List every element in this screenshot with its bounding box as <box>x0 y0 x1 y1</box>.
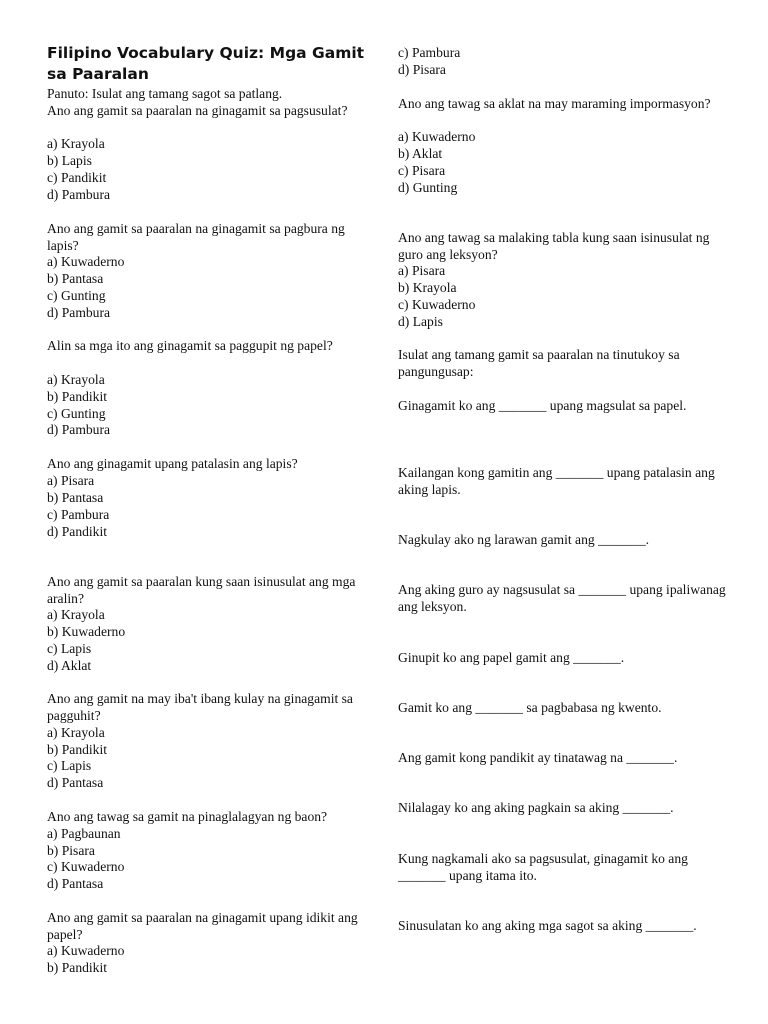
option-10d: d) Lapis <box>398 314 443 329</box>
question-4: Ano ang ginagamit upang patalasin ang lapis? <box>47 456 298 471</box>
option-6c: c) Lapis <box>47 758 92 773</box>
option-3b: b) Pandikit <box>47 389 108 404</box>
question-2: Ano ang gamit sa paaralan na ginagamit sa pagbura ng lapis? <box>47 221 349 253</box>
option-7a: a) Pagbaunan <box>47 826 121 841</box>
option-10b: b) Krayola <box>398 280 457 295</box>
option-5b: b) Kuwaderno <box>47 624 126 639</box>
question-6: Ano ang gamit na may iba't ibang kulay na ginagamit sa pagguhit? <box>47 691 357 723</box>
option-1d: d) Pambura <box>47 187 111 202</box>
option-2a: a) Kuwaderno <box>47 254 125 269</box>
fill-item-4: Ang aking guro ay nagsusulat sa _______ upang ipaliwanag ang leksyon. <box>398 582 730 614</box>
option-9b: b) Aklat <box>398 146 443 161</box>
option-2c: c) Gunting <box>47 288 106 303</box>
option-8c: c) Pambura <box>398 45 461 60</box>
option-9d: d) Gunting <box>398 180 458 195</box>
option-1b: b) Lapis <box>47 153 92 168</box>
option-6a: a) Krayola <box>47 725 105 740</box>
fill-item-10: Sinusulatan ko ang aking mga sagot sa aking _______. <box>398 918 697 933</box>
question-9: Ano ang tawag sa aklat na may maraming impormasyon? <box>398 96 711 111</box>
option-10a: a) Pisara <box>398 263 446 278</box>
fill-item-9: Kung nagkamali ako sa pagsusulat, ginagamit ko ang _______ upang itama ito. <box>398 851 692 883</box>
option-9c: c) Pisara <box>398 163 446 178</box>
option-2b: b) Pantasa <box>47 271 104 286</box>
fill-item-5: Ginupit ko ang papel gamit ang _______. <box>398 650 625 665</box>
option-6d: d) Pantasa <box>47 775 104 790</box>
option-8d: d) Pisara <box>398 62 446 77</box>
fill-item-8: Nilalagay ko ang aking pagkain sa aking _______. <box>398 800 674 815</box>
question-7: Ano ang tawag sa gamit na pinaglalagyan ng baon? <box>47 809 328 824</box>
option-4c: c) Pambura <box>47 507 110 522</box>
option-4a: a) Pisara <box>47 473 95 488</box>
question-10: Ano ang tawag sa malaking tabla kung saan isinusulat ng guro ang leksyon? <box>398 230 713 262</box>
option-3d: d) Pambura <box>47 422 111 437</box>
option-5d: d) Aklat <box>47 658 92 673</box>
option-3c: c) Gunting <box>47 406 106 421</box>
fill-item-1: Ginagamit ko ang _______ upang magsulat sa papel. <box>398 398 687 413</box>
fill-item-7: Ang gamit kong pandikit ay tinatawag na _______. <box>398 750 678 765</box>
instructions: Panuto: Isulat ang tamang sagot sa patlang. <box>47 86 283 101</box>
option-6b: b) Pandikit <box>47 742 108 757</box>
option-3a: a) Krayola <box>47 372 105 387</box>
option-2d: d) Pambura <box>47 305 111 320</box>
option-9a: a) Kuwaderno <box>398 129 476 144</box>
option-8b: b) Pandikit <box>47 960 108 975</box>
fill-item-2: Kailangan kong gamitin ang _______ upang patalasin ang aking lapis. <box>398 465 719 497</box>
option-4b: b) Pantasa <box>47 490 104 505</box>
option-5c: c) Lapis <box>47 641 92 656</box>
fill-item-6: Gamit ko ang _______ sa pagbabasa ng kwento. <box>398 700 662 715</box>
fill-item-3: Nagkulay ako ng larawan gamit ang _______. <box>398 532 650 547</box>
option-8a: a) Kuwaderno <box>47 943 125 958</box>
option-7b: b) Pisara <box>47 843 95 858</box>
fill-instructions: Isulat ang tamang gamit sa paaralan na tinutukoy sa pangungusap: <box>398 347 684 379</box>
option-1c: c) Pandikit <box>47 170 107 185</box>
question-3: Alin sa mga ito ang ginagamit sa paggupit ng papel? <box>47 338 333 353</box>
option-4d: d) Pandikit <box>47 524 108 539</box>
question-1: Ano ang gamit sa paaralan na ginagamit sa pagsusulat? <box>47 103 348 118</box>
option-10c: c) Kuwaderno <box>398 297 476 312</box>
question-8: Ano ang gamit sa paaralan na ginagamit upang idikit ang papel? <box>47 910 362 942</box>
option-1a: a) Krayola <box>47 136 105 151</box>
question-5: Ano ang gamit sa paaralan kung saan isinusulat ang mga aralin? <box>47 574 359 606</box>
quiz-title: Filipino Vocabulary Quiz: Mga Gamit sa Paaralan <box>47 44 365 83</box>
option-7d: d) Pantasa <box>47 876 104 891</box>
option-7c: c) Kuwaderno <box>47 859 125 874</box>
option-5a: a) Krayola <box>47 607 105 622</box>
